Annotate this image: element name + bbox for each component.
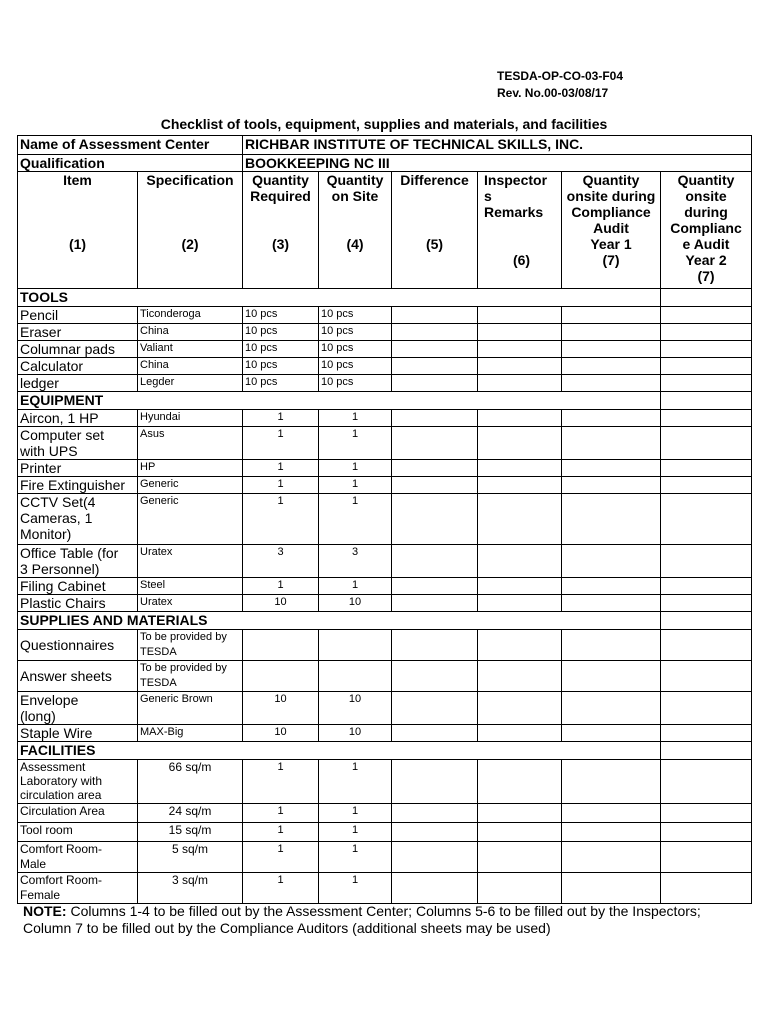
- section-row-supplies: [18, 612, 752, 630]
- table-row: Aircon, 1 HP Hyundai 1 1: [18, 410, 752, 427]
- table-row: Staple Wire MAX-Big 10 10: [18, 725, 752, 742]
- note-label: NOTE:: [23, 903, 67, 919]
- table-row: Eraser China 10 pcs 10 pcs: [18, 324, 752, 341]
- table-row: Printer HP 1 1: [18, 460, 752, 477]
- section-title-supplies: SUPPLIES AND MATERIALS: [18, 612, 661, 630]
- col-qty-required-header: Quantity Required (3): [243, 172, 319, 289]
- page-title: Checklist of tools, equipment, supplies and materials, and facilities: [160, 116, 608, 132]
- column-header-row: [18, 172, 752, 289]
- note-text: Columns 1-4 to be filled out by the Assessment Center; Columns 5-6 to be filled out by the Inspectors; Column 7 to be filled out by the Compliance Auditors (additional sheets may be used): [23, 903, 701, 936]
- table-row: ledger Legder 10 pcs 10 pcs: [18, 375, 752, 392]
- table-row: Answer sheets To be provided by TESDA: [18, 661, 752, 692]
- table-row: Questionnaires To be provided by TESDA: [18, 630, 752, 661]
- section-title-facilities: FACILITIES: [18, 742, 661, 760]
- table-row: Office Table (for 3 Personnel) Uratex 3 3: [18, 545, 752, 578]
- table-row: Tool room 15 sq/m 1 1: [18, 823, 752, 842]
- footnote: [23, 903, 743, 937]
- section-title-equipment: EQUIPMENT: [18, 392, 661, 410]
- table-row: CCTV Set(4 Cameras, 1 Monitor) Generic 1 1: [18, 494, 752, 545]
- section-row-facilities: [18, 742, 752, 760]
- col-difference-header: Difference (5): [392, 172, 478, 289]
- table-row: Pencil Ticonderoga 10 pcs 10 pcs: [18, 307, 752, 324]
- table-row: Assessment Laboratory with circulation area 66 sq/m 1 1: [18, 760, 752, 804]
- col-item-header: Item (1): [18, 172, 138, 289]
- table-row: Plastic Chairs Uratex 10 10: [18, 595, 752, 612]
- qualification-label: Qualification: [18, 155, 243, 172]
- col-year1-header: Quantity onsite during Compliance Audit Year 1 (7): [562, 172, 661, 289]
- revision-number: Rev. No.00-03/08/17: [497, 86, 609, 100]
- section-row-tools: [18, 289, 752, 307]
- table-row: Calculator China 10 pcs 10 pcs: [18, 358, 752, 375]
- table-row: Columnar pads Valiant 10 pcs 10 pcs: [18, 341, 752, 358]
- document-code: TESDA-OP-CO-03-F04: [497, 69, 624, 83]
- table-row: Filing Cabinet Steel 1 1: [18, 578, 752, 595]
- assessment-center-row: [18, 136, 752, 155]
- table-row: Envelope (long) Generic Brown 10 10: [18, 692, 752, 725]
- col-qty-onsite-header: Quantity on Site (4): [319, 172, 392, 289]
- document-code-block: [497, 68, 623, 102]
- col-inspector-remarks-header: Inspector s Remarks (6): [478, 172, 562, 289]
- table-row: Comfort Room- Female 3 sq/m 1 1: [18, 873, 752, 904]
- section-row-equipment: [18, 392, 752, 410]
- table-row: Circulation Area 24 sq/m 1 1: [18, 804, 752, 823]
- col-spec-header: Specification (2): [138, 172, 243, 289]
- section-title-tools: TOOLS: [18, 289, 661, 307]
- assessment-center-label: Name of Assessment Center: [18, 136, 243, 155]
- col-year2-header: Quantity onsite during Complianc e Audit Year 2 (7): [661, 172, 752, 289]
- table-row: Computer set with UPS Asus 1 1: [18, 427, 752, 460]
- assessment-center-value: RICHBAR INSTITUTE OF TECHNICAL SKILLS, INC.: [243, 136, 752, 155]
- qualification-row: [18, 155, 752, 172]
- table-row: Fire Extinguisher Generic 1 1: [18, 477, 752, 494]
- qualification-value: BOOKKEEPING NC III: [243, 155, 752, 172]
- table-row: Comfort Room- Male 5 sq/m 1 1: [18, 842, 752, 873]
- checklist-table: [17, 135, 752, 904]
